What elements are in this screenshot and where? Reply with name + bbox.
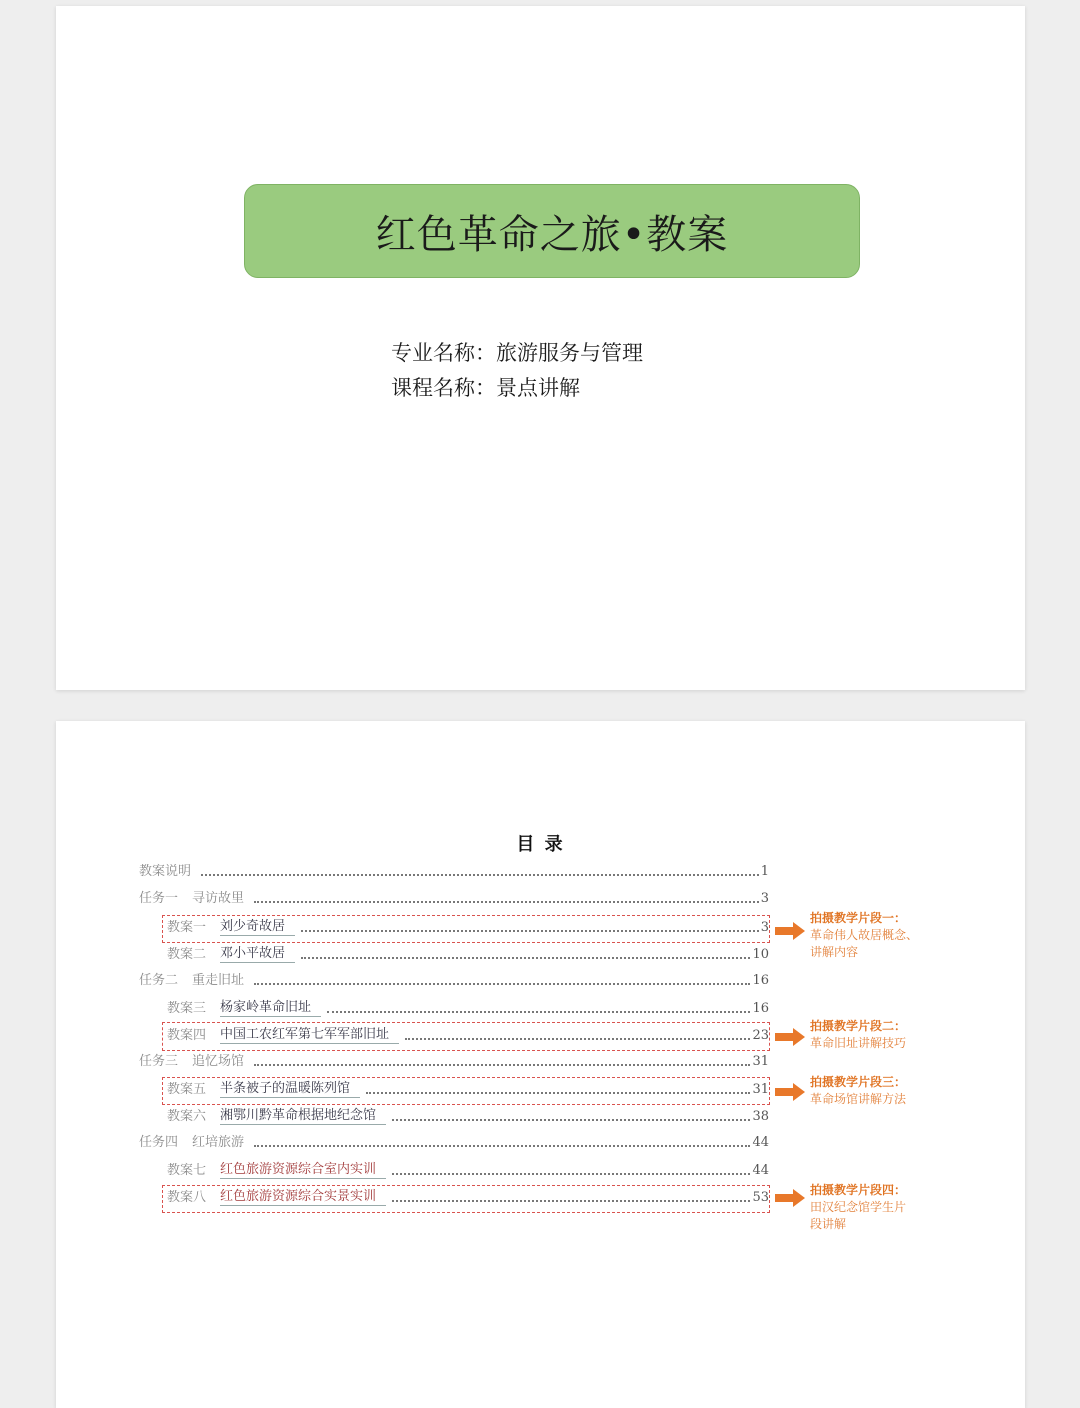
toc-leader-dots (405, 1038, 750, 1040)
toc-entry-prefix: 教案二 (167, 947, 207, 962)
toc-entry-title: 中国工农红军第七军军部旧址 (220, 1027, 399, 1044)
toc-page-number: 16 (752, 1001, 769, 1016)
note-title: 拍摄教学片段二： (810, 1019, 907, 1033)
toc-leader-dots (201, 874, 759, 876)
title-box (244, 184, 860, 278)
toc-entry-prefix: 任务四 (139, 1135, 179, 1150)
toc-entry-prefix: 教案四 (167, 1028, 207, 1043)
toc-page-number: 10 (752, 947, 769, 962)
toc-page-number: 31 (752, 1054, 769, 1069)
note-title: 拍摄教学片段三： (810, 1075, 907, 1089)
toc-leader-dots (392, 1119, 750, 1121)
toc-row[interactable] (167, 1162, 769, 1179)
toc-leader-dots (254, 1064, 750, 1066)
toc-row[interactable] (167, 1189, 769, 1206)
note-line: 革命伟人故居概念、 (810, 928, 919, 942)
toc-entry-prefix: 教案八 (167, 1190, 207, 1205)
note-line: 讲解内容 (810, 945, 859, 959)
toc-row[interactable] (167, 1027, 769, 1044)
toc-entry-title: 邓小平故居 (220, 946, 295, 963)
course-name-line: 课程名称：景点讲解 (391, 376, 580, 400)
toc-entry-prefix: 教案六 (167, 1109, 207, 1124)
toc-page-number: 38 (752, 1109, 769, 1124)
toc-entry-prefix: 任务三 (139, 1054, 179, 1069)
toc-entry-prefix: 教案三 (167, 1001, 207, 1016)
toc-heading: 目 录 (516, 834, 565, 855)
toc-leader-dots (301, 957, 750, 959)
toc-entry-title: 半条被子的温暖陈列馆 (220, 1081, 360, 1098)
toc-row[interactable] (167, 1081, 769, 1098)
toc-page-number: 23 (752, 1028, 769, 1043)
toc-entry-prefix: 任务一 (139, 891, 179, 906)
toc-row[interactable] (139, 1054, 769, 1070)
toc-row[interactable] (139, 864, 769, 880)
cover-page (56, 6, 1025, 690)
toc-entry-title: 杨家岭革命旧址 (220, 1000, 321, 1017)
note-line: 段讲解 (810, 1217, 847, 1231)
toc-leader-dots (366, 1092, 750, 1094)
toc-entry-title: 红培旅游 (192, 1135, 245, 1150)
toc-page-number: 31 (752, 1082, 769, 1097)
toc-page (56, 721, 1025, 1408)
right-arrow-icon (775, 921, 805, 941)
toc-leader-dots (254, 1145, 750, 1147)
toc-entry-title: 红色旅游资源综合实景实训 (220, 1189, 386, 1206)
toc-entry-prefix: 教案七 (167, 1163, 207, 1178)
toc-page-number: 44 (752, 1163, 769, 1178)
toc-row[interactable] (139, 973, 769, 989)
toc-row[interactable] (139, 891, 769, 907)
right-arrow-icon (775, 1082, 805, 1102)
toc-leader-dots (327, 1011, 750, 1013)
toc-leader-dots (254, 983, 750, 985)
toc-entry-title: 寻访故里 (192, 891, 245, 906)
cover-title: 红色革命之旅•教案 (375, 211, 729, 258)
note-line: 田汉纪念馆学生片 (810, 1200, 907, 1214)
teaching-segment-note-4 (810, 1182, 906, 1233)
major-name-line: 专业名称：旅游服务与管理 (391, 341, 643, 365)
toc-entry-title: 红色旅游资源综合室内实训 (220, 1162, 386, 1179)
note-line: 革命场馆讲解方法 (810, 1092, 907, 1106)
toc-page-number: 44 (752, 1135, 769, 1150)
toc-entry-title: 教案说明 (139, 864, 192, 879)
toc-entry-prefix: 教案一 (167, 920, 207, 935)
toc-entry-prefix: 任务二 (139, 973, 179, 988)
toc-entry-title: 刘少奇故居 (220, 919, 295, 936)
toc-row[interactable] (167, 946, 769, 963)
toc-row[interactable] (167, 1108, 769, 1125)
toc-leader-dots (254, 901, 759, 903)
toc-entry-title: 重走旧址 (192, 973, 245, 988)
toc-leader-dots (301, 930, 759, 932)
toc-page-number: 3 (760, 920, 769, 935)
toc-row[interactable] (139, 1135, 769, 1151)
toc-page-number: 53 (752, 1190, 769, 1205)
toc-entry-prefix: 教案五 (167, 1082, 207, 1097)
note-line: 革命旧址讲解技巧 (810, 1036, 907, 1050)
right-arrow-icon (775, 1027, 805, 1047)
toc-row[interactable] (167, 1000, 769, 1017)
note-title: 拍摄教学片段四： (810, 1183, 907, 1197)
toc-leader-dots (392, 1173, 750, 1175)
right-arrow-icon (775, 1188, 805, 1208)
teaching-segment-note-3 (810, 1074, 906, 1108)
toc-page-number: 16 (752, 973, 769, 988)
teaching-segment-note-1 (810, 910, 918, 961)
toc-entry-title: 追忆场馆 (192, 1054, 245, 1069)
teaching-segment-note-2 (810, 1018, 906, 1052)
toc-page-number: 3 (760, 891, 769, 906)
toc-page-number: 1 (760, 864, 769, 879)
toc-leader-dots (392, 1200, 750, 1202)
toc-entry-title: 湘鄂川黔革命根据地纪念馆 (220, 1108, 386, 1125)
note-title: 拍摄教学片段一： (810, 911, 907, 925)
toc-row[interactable] (167, 919, 769, 936)
